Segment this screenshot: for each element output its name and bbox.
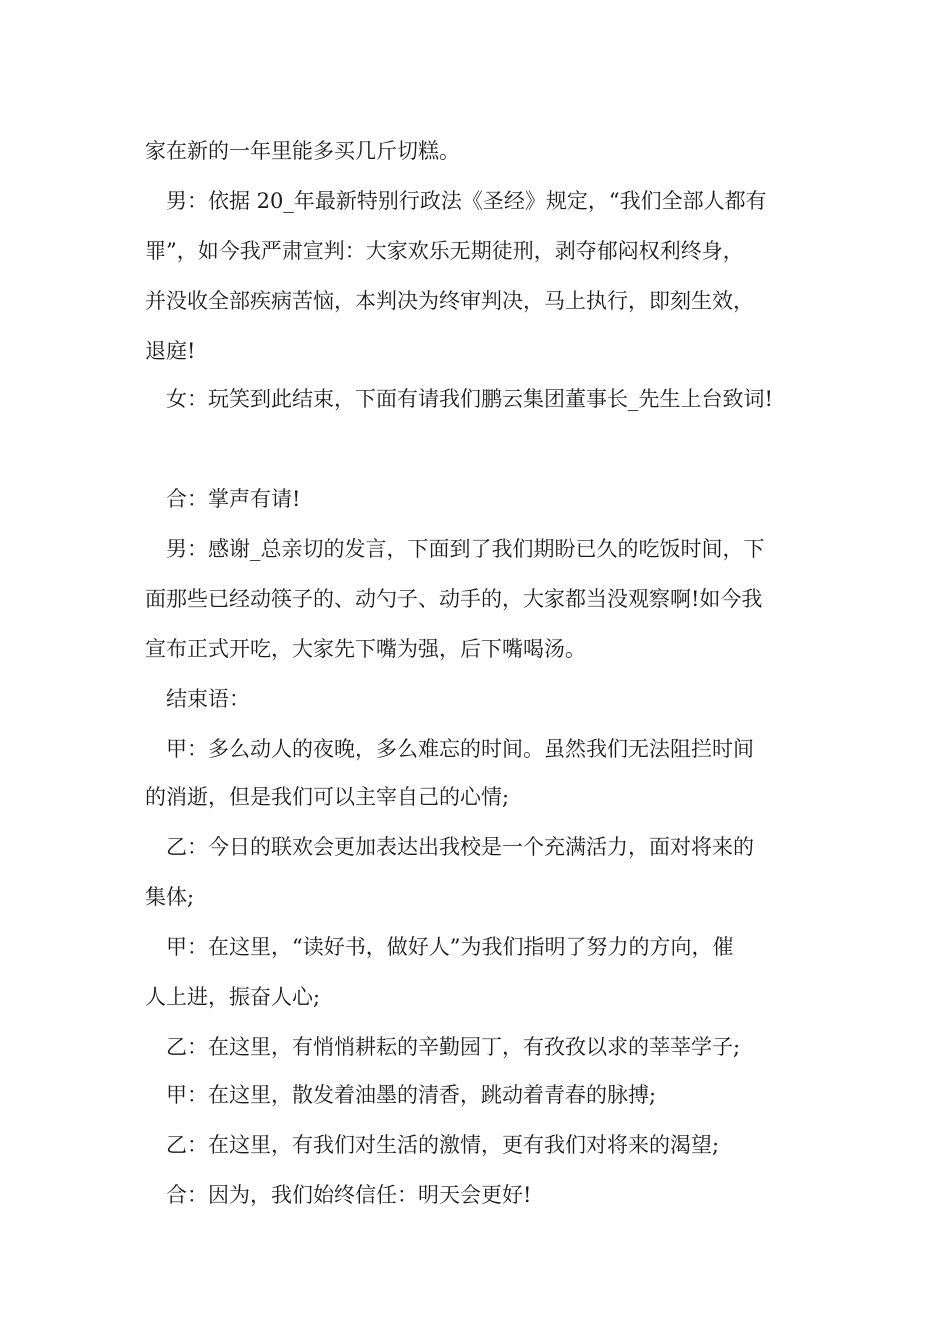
- text-line: 宣布正式开吃，大家先下嘴为强，后下嘴喝汤。: [145, 637, 586, 661]
- text-line: 男：依据 20_年最新特别行政法《圣经》规定，“我们全部人都有: [166, 189, 767, 213]
- text-line: 合：因为，我们始终信任：明天会更好!: [166, 1183, 532, 1207]
- text-line: 集体;: [145, 885, 195, 909]
- text-line: 乙：在这里，有悄悄耕耘的辛勤园丁，有孜孜以求的莘莘学子;: [166, 1035, 741, 1059]
- text-line: 男：感谢_总亲切的发言，下面到了我们期盼已久的吃饭时间，下: [166, 537, 765, 561]
- text-line: 女：玩笑到此结束，下面有请我们鹏云集团董事长_先生上台致词!: [166, 387, 773, 411]
- text-line: 罪”，如今我严肃宣判：大家欢乐无期徒刑，剥夺郁闷权利终身，: [145, 239, 744, 263]
- text-line: 合：掌声有请!: [166, 487, 301, 511]
- text-line: 甲：多么动人的夜晚，多么难忘的时间。虽然我们无法阻拦时间: [166, 737, 754, 761]
- text-line: 结束语：: [166, 687, 250, 711]
- text-line: 并没收全部疾病苦恼，本判决为终审判决，马上执行，即刻生效，: [145, 289, 754, 313]
- text-line: 人上进，振奋人心;: [145, 985, 321, 1009]
- text-line: 甲：在这里，“读好书，做好人”为我们指明了努力的方向，催: [166, 935, 734, 959]
- text-line: 面那些已经动筷子的、动勺子、动手的，大家都当没观察啊!如今我: [145, 587, 763, 611]
- text-line: 家在新的一年里能多买几斤切糕。: [145, 139, 460, 163]
- text-line: 的消逝，但是我们可以主宰自己的心情;: [145, 785, 510, 809]
- text-line: 甲：在这里，散发着油墨的清香，跳动着青春的脉搏;: [166, 1083, 657, 1107]
- text-line: 退庭!: [145, 339, 196, 363]
- text-line: 乙：今日的联欢会更加表达出我校是一个充满活力，面对将来的: [166, 835, 754, 859]
- text-line: 乙：在这里，有我们对生活的激情，更有我们对将来的渴望;: [166, 1133, 720, 1157]
